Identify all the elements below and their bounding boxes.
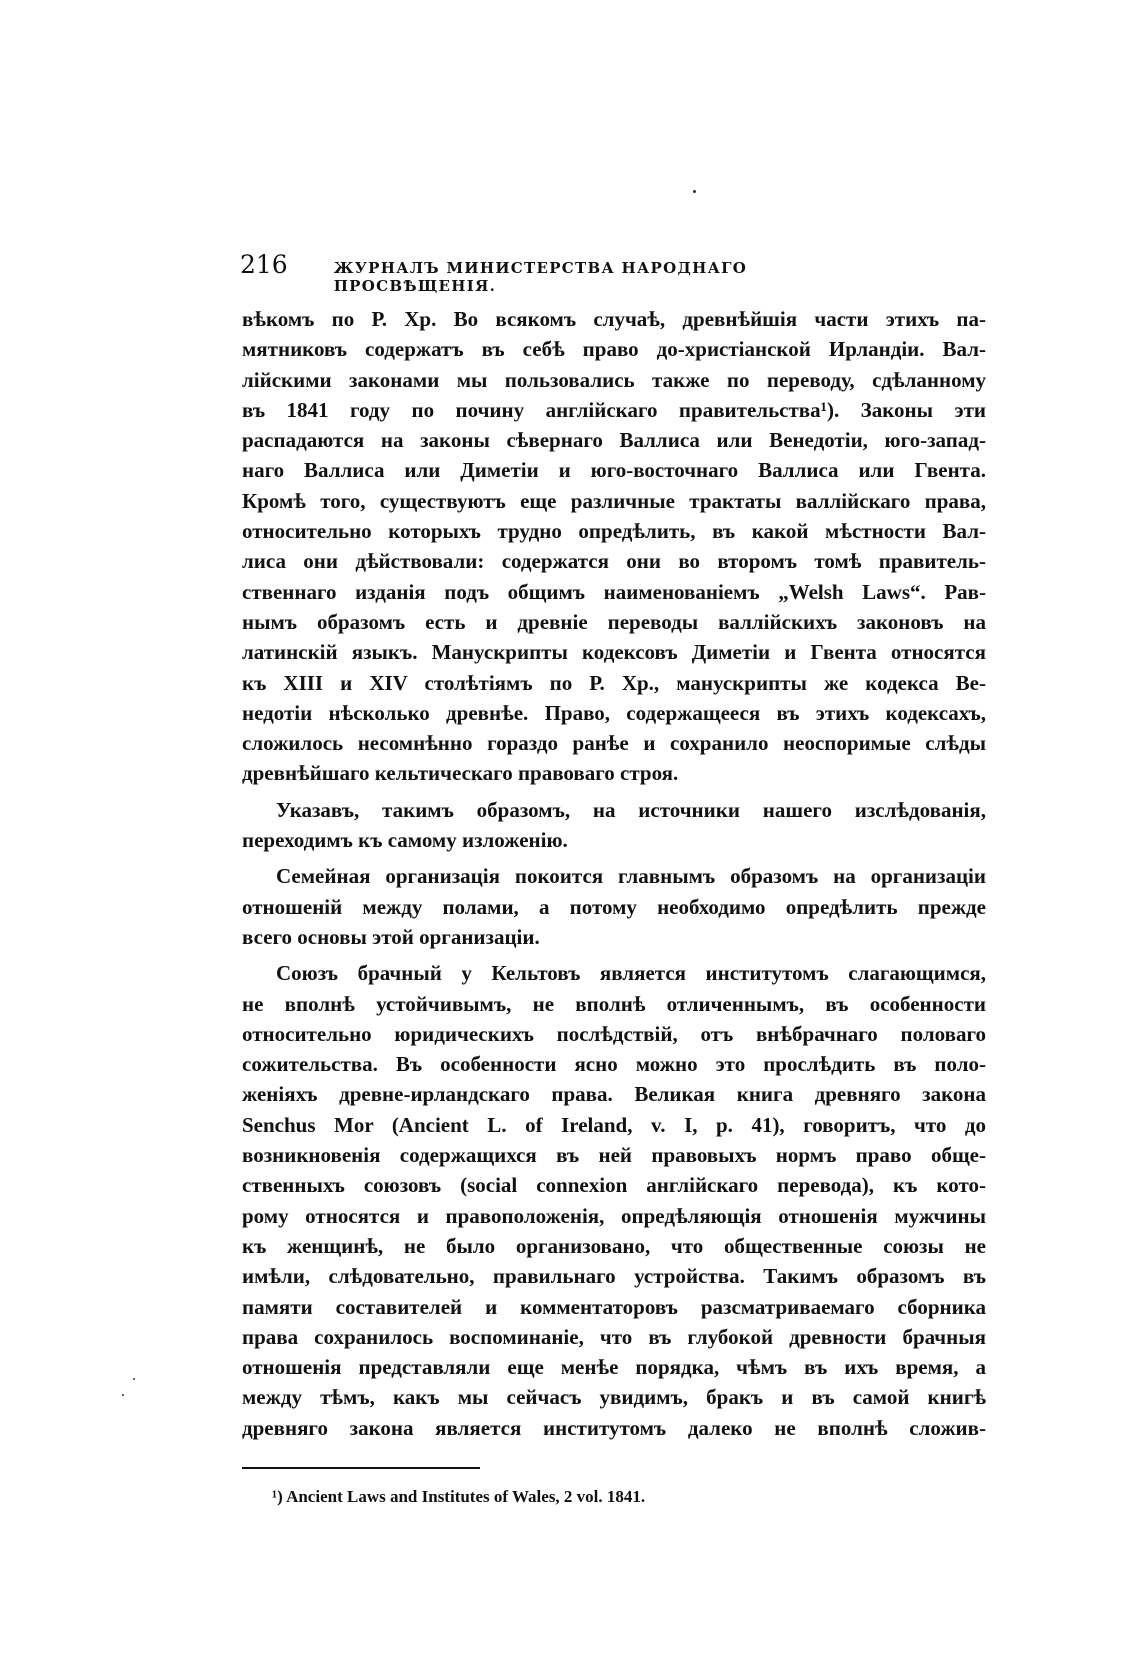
text-line: ственнаго изданія подъ общимъ наименованіемъ „Welsh Laws“. Рав-: [242, 579, 986, 604]
paragraph: [242, 958, 986, 1443]
text-line: права сохранилось воспоминаніе, что въ глубокой древности брачныя: [242, 1324, 986, 1349]
text-line: Кромѣ того, существуютъ еще различные трактаты валлійскаго права,: [242, 488, 986, 513]
page-header: [240, 250, 886, 295]
text-line: имѣли, слѣдовательно, правильнаго устройства. Такимъ образомъ въ: [242, 1264, 986, 1289]
text-line: не вполнѣ устойчивымъ, не вполнѣ отличеннымъ, въ особенности: [242, 991, 986, 1016]
text-line: памяти составителей и комментаторовъ разсматриваемаго сборника: [242, 1294, 986, 1319]
text-line: переходимъ къ самому изложенію.: [242, 828, 568, 853]
text-line: латинскій языкъ. Манускрипты кодексовъ Диметіи и Гвента относятся: [242, 640, 986, 665]
text-line: рому относятся и правоположенія, опредѣляющія отношенія мужчины: [242, 1203, 986, 1228]
text-line: къ женщинѣ, не было организовано, что общественные союзы не: [242, 1233, 986, 1258]
body-text: [242, 304, 986, 1443]
text-line: древняго закона является институтомъ далеко не вполнѣ сложив-: [242, 1415, 986, 1440]
text-line: возникновенія содержащихся въ ней правовыхъ нормъ право обще-: [242, 1143, 986, 1168]
print-speck: [133, 1378, 135, 1380]
paragraph: [242, 861, 986, 952]
text-line: лійскими законами мы пользовались также по переводу, сдѣланному: [242, 367, 986, 392]
text-line: мятниковъ содержатъ въ себѣ право до-христіанской Ирландіи. Вал-: [242, 337, 986, 362]
text-line: Союзъ брачный у Кельтовъ является институтомъ слагающимся,: [276, 961, 986, 986]
page-number: 216: [240, 250, 288, 279]
text-line: въ 1841 году по почину англійскаго правительства¹). Законы эти: [242, 397, 986, 422]
print-speck: [122, 1394, 124, 1396]
footnote: ¹) Ancient Laws and Institutes of Wales, 2 vol. 1841.: [272, 1487, 646, 1506]
running-head: ЖУРНАЛЪ МИНИСТЕРСТВА НАРОДНАГО ПРОСВѢЩЕНІЯ.: [333, 259, 748, 295]
text-line: распадаются на законы сѣвернаго Валлиса или Венедотіи, юго-запад-: [242, 428, 986, 453]
text-line: лиса они дѣйствовали: содержатся они во второмъ томѣ правитель-: [242, 549, 986, 574]
text-line: относительно юридическихъ послѣдствій, отъ внѣбрачнаго половаго: [242, 1021, 986, 1046]
text-line: отношенія представляли еще менѣе порядка, чѣмъ въ ихъ время, а: [242, 1355, 986, 1380]
text-line: относительно которыхъ трудно опредѣлить, въ какой мѣстности Вал-: [242, 519, 986, 544]
paragraph: [242, 304, 986, 789]
text-line: древнѣйшаго кельтическаго правоваго строя.: [242, 761, 679, 786]
text-line: къ XIII и XIV столѣтіямъ по Р. Хр., манускрипты же кодекса Ве-: [242, 670, 986, 695]
print-speck: [693, 190, 696, 193]
text-line: женіяхъ древне-ирландскаго права. Великая книга древняго закона: [242, 1082, 986, 1107]
text-line: ственныхъ союзовъ (social connexion англійскаго перевода), къ кото-: [242, 1173, 986, 1198]
text-line: Семейная организація покоится главнымъ образомъ на организаціи: [276, 864, 986, 889]
text-line: наго Валлиса или Диметіи и юго-восточнаго Валлиса или Гвента.: [242, 458, 986, 483]
footnote-rule: [242, 1467, 480, 1469]
text-line: сложилось несомнѣнно гораздо ранѣе и сохранило неоспоримые слѣды: [242, 731, 986, 756]
text-line: нымъ образомъ есть и древніе переводы валлійскихъ законовъ на: [242, 609, 986, 634]
text-line: Senchus Mor (Ancient L. of Ireland, v. I, p. 41), говоритъ, что до: [242, 1112, 986, 1137]
text-line: отношеній между полами, а потому необходимо опредѣлить прежде: [242, 894, 986, 919]
text-line: вѣкомъ по Р. Хр. Во всякомъ случаѣ, древнѣйшія части этихъ па-: [242, 307, 986, 331]
text-line: между тѣмъ, какъ мы сейчасъ увидимъ, бракъ и въ самой книгѣ: [242, 1385, 986, 1410]
text-line: всего основы этой организаціи.: [242, 924, 540, 949]
text-line: недотіи нѣсколько древнѣе. Право, содержащееся въ этихъ кодексахъ,: [242, 700, 986, 725]
paragraph: [242, 795, 986, 856]
text-line: сожительства. Въ особенности ясно можно это прослѣдить въ поло-: [242, 1052, 986, 1077]
text-line: Указавъ, такимъ образомъ, на источники нашего изслѣдованія,: [276, 797, 986, 822]
